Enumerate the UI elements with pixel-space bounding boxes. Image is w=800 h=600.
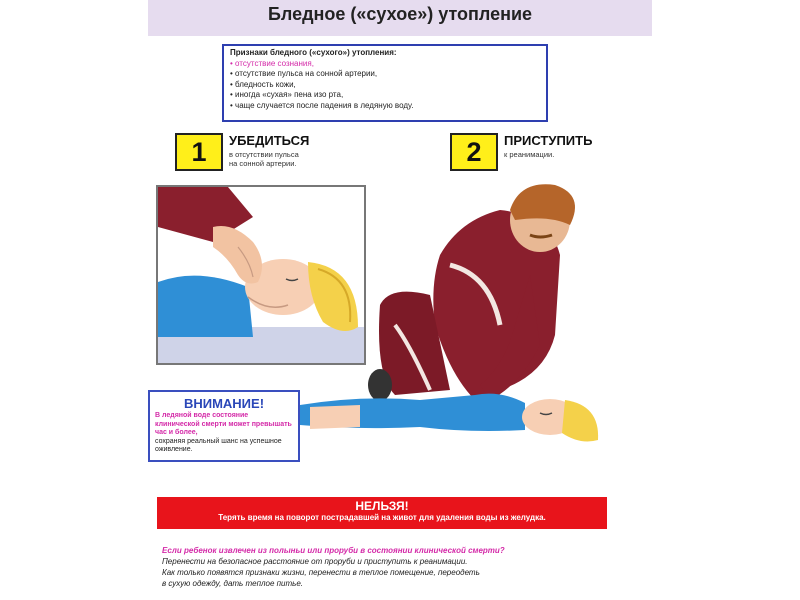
step-desc-line: на сонной артерии.	[229, 159, 297, 168]
page-title: Бледное («сухое») утопление	[267, 4, 533, 24]
instructions-notes	[162, 545, 632, 589]
sign-item: • отсутствие сознания,	[230, 58, 314, 68]
step-desc-line: к реанимации.	[504, 150, 555, 159]
cpr-scene-drawing	[300, 175, 610, 480]
step-2	[450, 133, 592, 171]
step-description	[504, 150, 592, 159]
step-number-badge: 2	[450, 133, 498, 171]
forbidden-text: Терять время на поворот пострадавшей на живот для удаления воды из желудка.	[218, 513, 546, 522]
step-number-badge: 1	[175, 133, 223, 171]
notes-line: Как только появятся признаки жизни, перенести в теплое помещение, переодеть	[162, 568, 480, 577]
step-title: УБЕДИТЬСЯ	[229, 133, 310, 148]
warning-red-text: В ледяной воде состояние клинической смерти может превышать час и более,	[155, 412, 292, 436]
step-1	[175, 133, 309, 171]
notes-line: Перенести на безопасное расстояние от проруби и приступить к реанимации.	[162, 557, 468, 566]
sign-item: • бледность кожи,	[230, 79, 296, 89]
title-banner	[148, 0, 652, 36]
warning-title: ВНИМАНИЕ!	[183, 396, 265, 411]
step-body	[504, 133, 592, 159]
warning-box	[148, 390, 300, 462]
signs-box	[222, 44, 548, 122]
signs-header: Признаки бледного («сухого») утопления:	[230, 48, 397, 57]
warning-black-text: сохраняя реальный шанс на успешное оживление.	[155, 437, 282, 453]
sign-item: • иногда «сухая» пена изо рта,	[230, 90, 344, 99]
step-title: ПРИСТУПИТЬ	[504, 133, 593, 148]
notes-line: в сухую одежду, дать теплое питье.	[162, 579, 304, 588]
sign-item: • чаще случается после падения в ледяную воду.	[230, 100, 414, 110]
forbidden-title: НЕЛЬЗЯ!	[355, 499, 409, 513]
step-description	[229, 150, 309, 168]
step-desc-line: в отсутствии пульса	[229, 150, 299, 159]
sign-item: • отсутствие пульса на сонной артерии,	[230, 69, 378, 78]
forbidden-banner	[157, 497, 607, 529]
step-body	[229, 133, 309, 168]
cpr-scene-illustration	[300, 175, 610, 480]
notes-question: Если ребенок извлечен из полыньи или проруби в состоянии клинической смерти?	[162, 546, 505, 555]
